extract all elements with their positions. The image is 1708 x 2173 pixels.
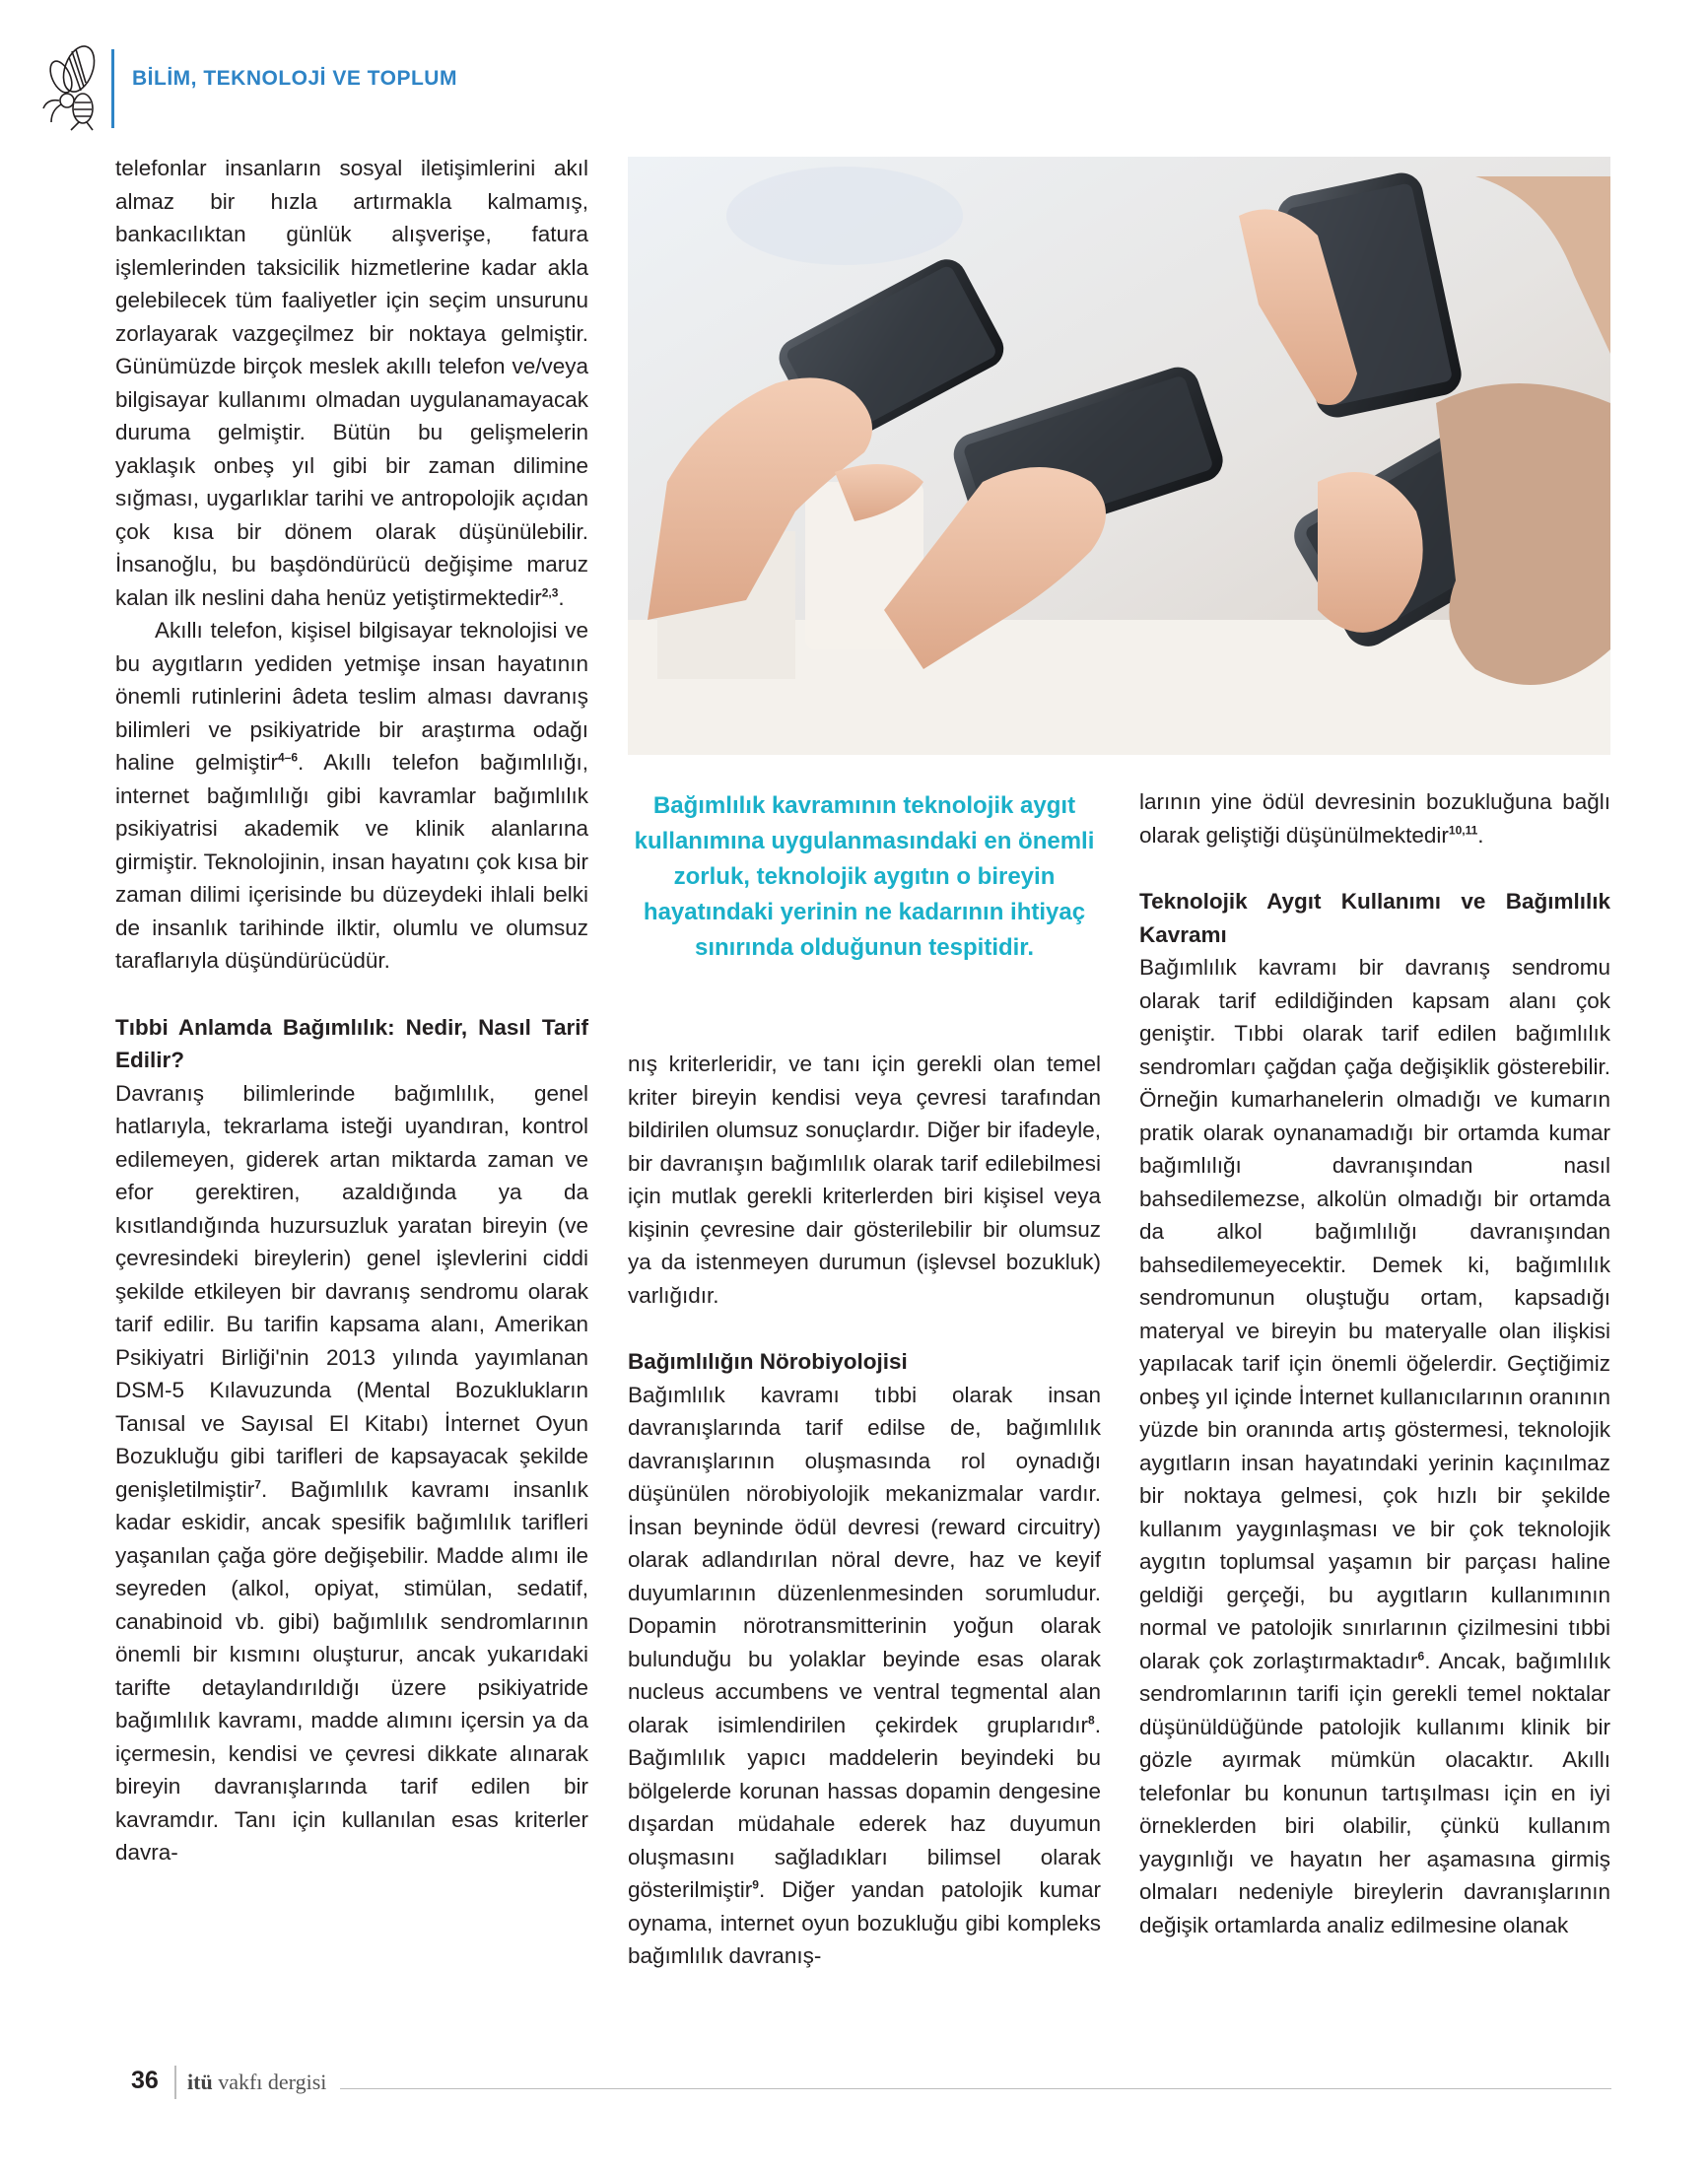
paragraph-text: . Akıllı telefon bağımlılığı, internet bağımlılığı gibi kavramlar bağımlılık psikiyatrisi akademik ve klinik alanlarına girmiştir. Teknolojinin, insan hayatını çok kısa bir zaman dilimi içerisinde bu düzeydeki ihlali belki de insanlık tarihinde ilktir, olumlu ve olumsuz taraflarıyla düşündürücüdür. bbox=[115, 750, 588, 973]
reference-superscript: 10,11 bbox=[1448, 823, 1478, 837]
reference-superscript: 8 bbox=[1088, 1713, 1095, 1727]
section-title: BİLİM, TEKNOLOJİ VE TOPLUM bbox=[132, 67, 457, 90]
paragraph-text: Davranış bilimlerinde bağımlılık, genel hatlarıyla, tekrarlama isteği uyandıran, kontrol edilemeyen, giderek artan miktarda zaman ve efor gerektiren, azaldığında ya da kısıtlandığında huzursuzluk yaratan bireyin (ve çevresindeki bireylerin) genel işlevlerini ciddi şekilde etkileyen bir davranış sendromu olarak tarif edilir. Bu tarifin kapsama alanı, Amerikan Psikiyatri Birliği'nin 2013 yılında yayımlanan DSM-5 Kılavuzunda (Mental Bozuklukların Tanısal ve Sayısal El Kitabı) İnternet Oyun Bozukluğu gibi tarifleri de kapsayacak şekilde genişletilmiştir bbox=[115, 1080, 588, 1502]
paragraph-text: larının yine ödül devresinin bozukluğuna bağlı olarak geliştiği düşünülmektedir bbox=[1139, 789, 1610, 848]
paragraph bbox=[1139, 951, 1610, 1941]
paragraph-text: . Bağımlılık yapıcı maddelerin beyindeki bu bölgelerde korunan hassas dopamin dengesine dışardan müdahale ederek haz duyumun oluşmasını sağladıkları bilimsel olarak gösterilmiştir bbox=[628, 1712, 1101, 1902]
article-column-1 bbox=[115, 152, 588, 1869]
paragraph bbox=[1139, 785, 1610, 851]
reference-superscript: 7 bbox=[254, 1477, 261, 1491]
pull-quote: Bağımlılık kavramının teknolojik aygıt kullanımına uygulanmasındaki en önemli zorluk, teknolojik aygıtın o bireyin hayatındaki yerinin ne kadarının ihtiyaç sınırında olduğunun tespitidir. bbox=[634, 792, 1095, 961]
paragraph bbox=[628, 1379, 1101, 1973]
header-divider bbox=[111, 49, 114, 128]
paragraph-text: . bbox=[1477, 822, 1484, 848]
footer-rule bbox=[340, 2088, 1611, 2089]
page-number: 36 bbox=[131, 2067, 159, 2094]
paragraph-text: Akıllı telefon, kişisel bilgisayar teknolojisi ve bu aygıtların yediden yetmişe insan hayatının önemli rutinlerini âdeta teslim alması davranış bilimleri ve psikiyatride bir araştırma odağı haline gelmiştir bbox=[115, 618, 588, 775]
paragraph-text: . Ancak, bağımlılık sendromlarının tarifi için gerekli temel noktalar düşünüldüğünde patolojik kullanımı klinik bir gözle ayırmak mümkün olacaktır. Akıllı telefonlar bu konunun tartışılması için en iyi örneklerden biri olabilir, çünkü kullanım yaygınlığı ve hayatın her aşamasına girmiş olmaları nedeniyle bireylerin davranışlarının değişik ortamlarda analiz edilmesine olanak bbox=[1139, 1648, 1610, 1937]
paragraph-text: Bağımlılık kavramı bir davranış sendromu olarak tarif edildiğinden kapsam alanı çok geniştir. Tıbbi olarak tarif edilen bağımlılık sendromları çağdan çağa değişiklik gösterebilir. Örneğin kumarhanelerin olmadığı ve kumarın pratik olarak oynanamadığı bir ortamda kumar bağımlılığı davranışından nasıl bahsedilemezse, alkolün olmadığı bir ortamda da alkol bağımlılığı davranışından bahsedilemeyecektir. Demek ki, bağımlılık sendromunun oluştuğu ortam, kapsadığı materyal ve bireyin bu materyalle olan ilişkisi yapılacak tarif için önemli öğelerdir. Geçtiğimiz onbeş yıl içinde İnternet kullanıcılarının oranının yüzde bin oranında artış göstermesi, teknolojik aygıtların insan hayatındaki yerinin kaçınılmaz bir noktaya gelmesi, çok hızlı bir şekilde kullanım yaygınlaşması ve bir çok teknolojik aygıtın toplumsal yaşamın bir parçası haline geldiği gerçeği, bu aygıtların kullanımının normal ve patolojik sınırlarının çizilmesini tıbbi olarak çok zorlaştırmaktadır bbox=[1139, 955, 1610, 1673]
article-column-2 bbox=[628, 1048, 1101, 1973]
paragraph bbox=[115, 614, 588, 978]
bee-logo-icon bbox=[39, 39, 108, 133]
reference-superscript: 2,3 bbox=[541, 585, 559, 599]
reference-superscript: 6 bbox=[1417, 1649, 1425, 1663]
section-heading: Tıbbi Anlamda Bağımlılık: Nedir, Nasıl Tarif Edilir? bbox=[115, 1014, 588, 1072]
section-heading: Teknolojik Aygıt Kullanımı ve Bağımlılık Kavramı bbox=[1139, 889, 1610, 947]
section-heading: Bağımlılığın Nörobiyolojisi bbox=[628, 1349, 908, 1374]
paragraph-text: Bağımlılık kavramı tıbbi olarak insan davranışlarında tarif edilse de, bağımlılık davranışlarının oluşmasında rol oynadığı düşünülen nörobiyolojik mekanizmalar vardır. İnsan beyninde ödül devresi (reward circuitry) olarak adlandırılan nöral devre, haz ve keyif duyumlarının düzenlenmesinden sorumludur. Dopamin nörotransmitterinin yoğun olarak bulunduğu bu yolaklar beyinde esas olarak nucleus accumbens ve ventral tegmental alan olarak isimlendirilen çekirdek gruplarıdır bbox=[628, 1382, 1101, 1737]
article-column-3 bbox=[1139, 785, 1610, 1941]
brand-rest: vakfı dergisi bbox=[218, 2070, 327, 2094]
paragraph-text: telefonlar insanların sosyal iletişimlerini akıl almaz bir hızla artırmakla kalmamış, bankacılıktan günlük alışverişe, fatura işlemlerinden taksicilik hizmetlerine kadar akla gelebilecek tüm faaliyetler için seçim unsurunu zorlayarak vazgeçilmez bir noktaya gelmiştir. Günümüzde birçok meslek akıllı telefon ve/veya bilgisayar kullanımı olmadan uygulanamayacak duruma gelmiştir. Bütün bu gelişmelerin yaklaşık onbeş yıl gibi bir zaman dilimine sığması, uygarlıklar tarihi ve antropolojik açıdan çok kısa bir dönem olarak düşünülebilir. İnsanoğlu, bu başdöndürücü değişime maruz kalan ilk neslini daha henüz yetiştirmektedir bbox=[115, 156, 588, 610]
brand-bold: itü bbox=[187, 2070, 213, 2094]
paragraph-text: . bbox=[558, 584, 565, 610]
reference-superscript: 4–6 bbox=[278, 750, 299, 765]
paragraph: nış kriterleridir, ve tanı için gerekli olan temel kriter bireyin kendisi veya çevresi tarafından bildirilen olumsuz sonuçlardır. Diğer bir ifadeyle, bir davranışın bağımlılık olarak tarif edilebilmesi için mutlak gerekli kriterlerden biri kişisel veya kişinin çevresine dair gösterilebilir bir olumsuz ya da istenmeyen durumun (işlevsel bozukluk) varlığıdır. bbox=[628, 1052, 1101, 1308]
paragraph-text: . Diğer yandan patolojik kumar oynama, internet oyun bozukluğu gibi kompleks bağımlılık davranış- bbox=[628, 1877, 1101, 1968]
paragraph bbox=[115, 152, 588, 614]
magazine-brand bbox=[187, 2070, 326, 2095]
footer-separator bbox=[174, 2066, 176, 2099]
paragraph-text: . Bağımlılık kavramı insanlık kadar eskidir, ancak spesifik bağımlılık tarifleri yaşanılan çağa göre değişebilir. Madde alımı ile seyreden (alkol, opiyat, stimülan, sedatif, canabinoid vb. gibi) bağımlılık sendromlarının önemli bir kısmını oluşturur, ancak yukarıdaki tarifte detaylandırıldığı üzere psikiyatride bağımlılık kavramı, madde alımını içersin ya da içermesin, kendisi ve çevresi dikkate alınarak bireyin davranışlarında tarif edilen bir kavramdır. Tanı için kullanılan esas kriterler davra- bbox=[115, 1476, 588, 1865]
hands-smartphones-photo bbox=[628, 157, 1610, 755]
paragraph bbox=[115, 1077, 588, 1869]
reference-superscript: 9 bbox=[752, 1877, 759, 1892]
